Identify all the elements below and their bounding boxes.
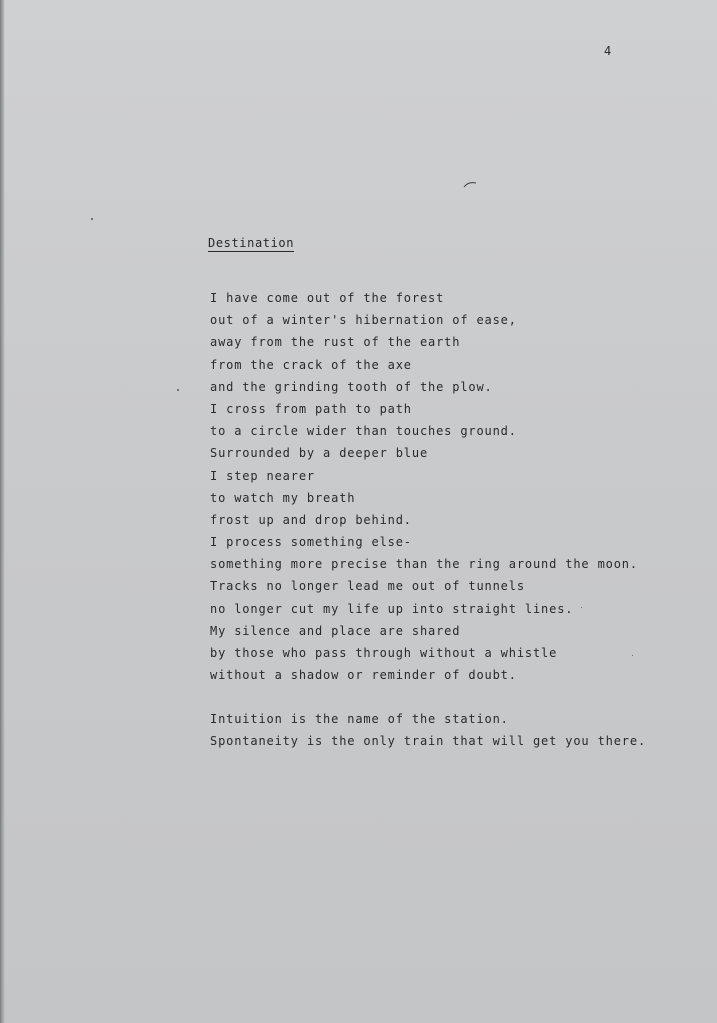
poem-line: Intuition is the name of the station. <box>210 712 509 726</box>
poem-line: out of a winter's hibernation of ease, <box>210 313 517 328</box>
poem-line: to watch my breath <box>210 490 356 505</box>
dust-speck <box>177 389 179 391</box>
poem-line: I process something else- <box>210 535 412 550</box>
stray-pen-mark <box>463 181 477 189</box>
poem-stanza-1 <box>210 287 638 686</box>
poem-line: by those who pass through without a whistle <box>210 646 558 660</box>
poem-line: without a shadow or reminder of doubt. <box>210 668 517 683</box>
poem-line: to a circle wider than touches ground. <box>210 424 517 439</box>
poem-line: something more precise than the ring around the moon. <box>210 557 638 572</box>
poem-line: and the grinding tooth of the plow. <box>210 379 493 394</box>
poem-line: from the crack of the axe <box>210 357 412 372</box>
poem-line: away from the rust of the earth <box>210 335 461 350</box>
page-left-edge <box>0 0 5 1023</box>
poem-line: Tracks no longer lead me out of tunnels <box>210 579 525 594</box>
poem-line: Spontaneity is the only train that will get you there. <box>210 734 647 749</box>
poem-title: Destination <box>208 236 295 250</box>
dust-speck <box>91 218 93 220</box>
poem-line: Surrounded by a deeper blue <box>210 446 429 461</box>
poem-stanza-2 <box>210 708 646 752</box>
poem-line: I step nearer <box>210 468 315 483</box>
poem-line: I cross from path to path <box>210 401 412 416</box>
page-number: 4 <box>604 44 612 58</box>
poem-line: frost up and drop behind. <box>210 512 412 527</box>
poem-line: I have come out of the forest <box>210 291 445 305</box>
poem-line: My silence and place are shared <box>210 623 461 638</box>
poem-line: no longer cut my life up into straight lines. <box>210 601 574 616</box>
